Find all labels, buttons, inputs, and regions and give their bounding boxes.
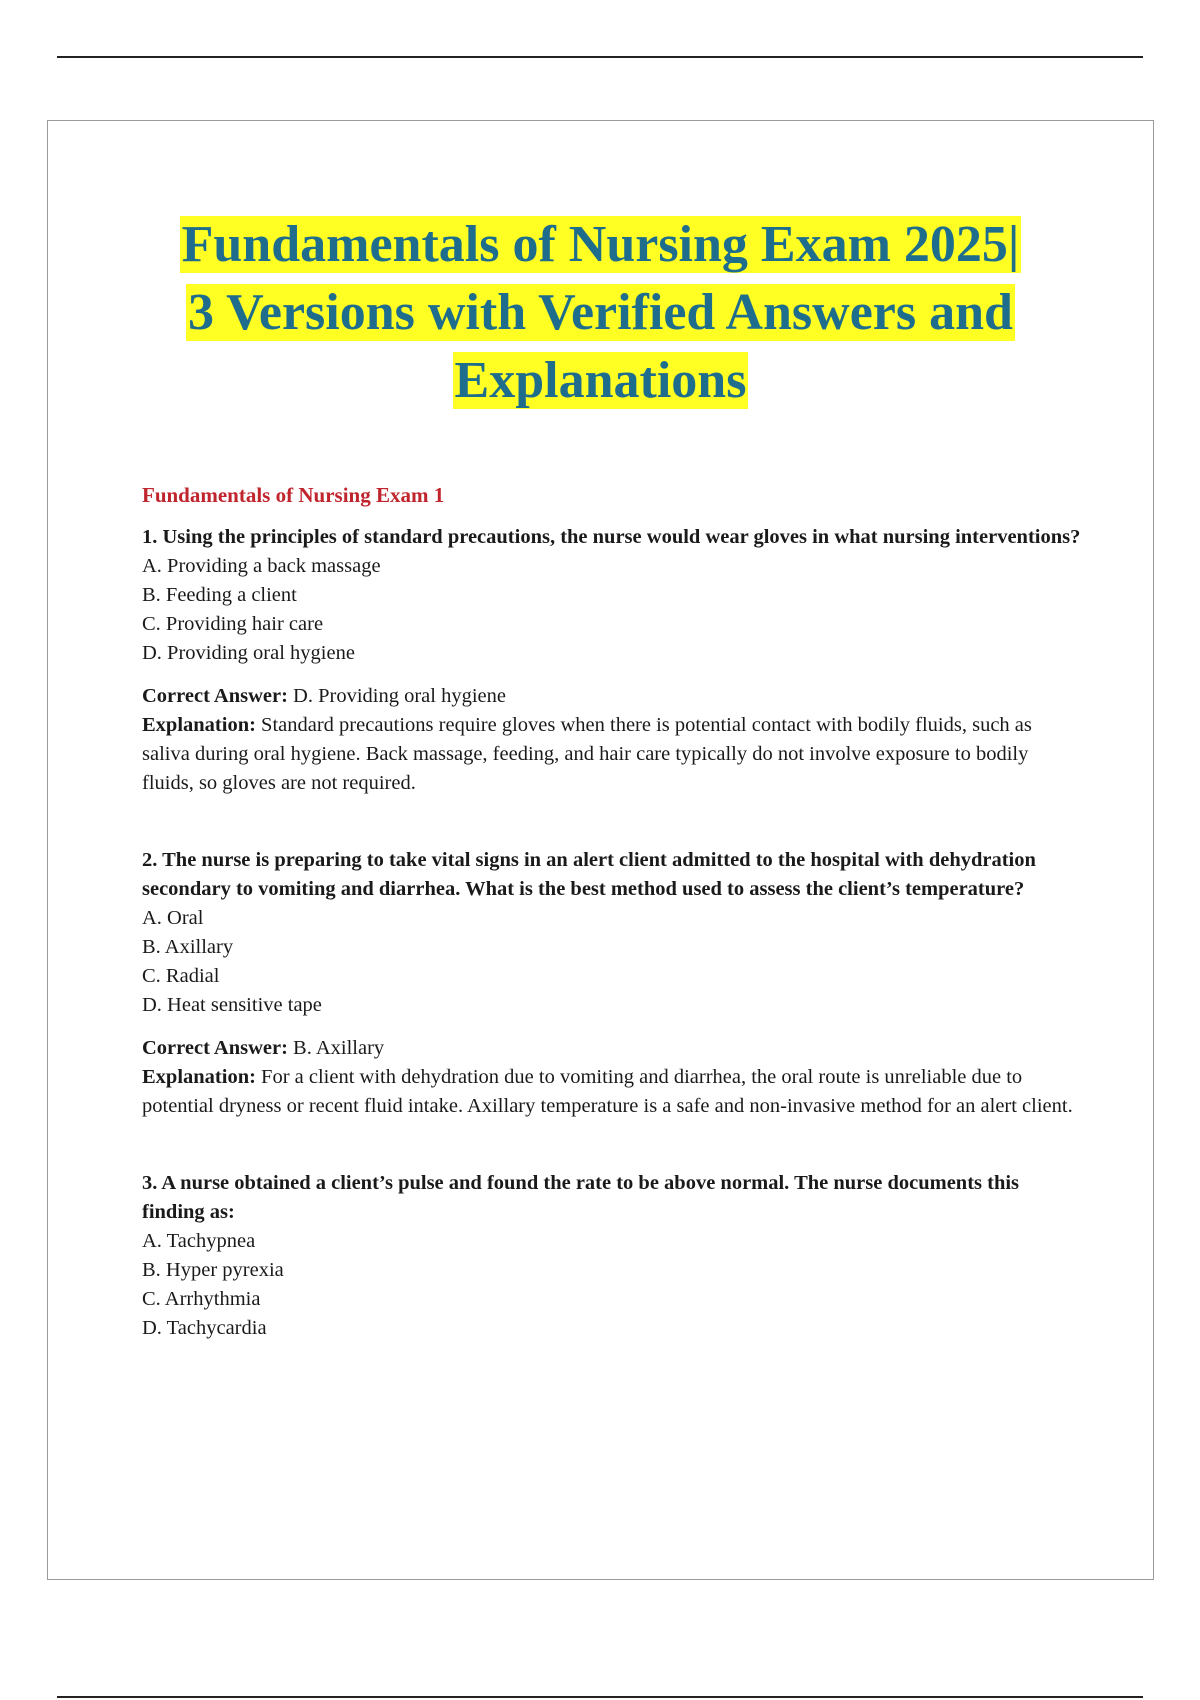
option: B. Axillary — [142, 936, 234, 958]
explanation-line — [142, 1063, 1082, 1121]
correct-answer-label: Correct Answer: — [142, 685, 288, 707]
answer-block — [142, 682, 1082, 798]
option: C. Radial — [142, 965, 220, 987]
option: B. Hyper pyrexia — [142, 1259, 284, 1281]
option: B. Feeding a client — [142, 584, 297, 606]
question-1 — [142, 523, 1082, 798]
question-text: 2. The nurse is preparing to take vital signs in an alert client admitted to the hospital with dehydration secondary to vomiting and diarrhea. What is the best method used to assess the client’s temperature? — [142, 849, 1036, 900]
correct-answer-value: B. Axillary — [287, 1037, 385, 1059]
document-page — [47, 120, 1154, 1580]
explanation-text: Standard precautions require gloves when there is potential contact with bodily fluids, such as saliva during oral hygiene. Back massage, feeding, and hair care typically do not involve exposure to bodily fluids, so gloves are not required. — [142, 714, 1032, 794]
correct-answer-line — [142, 1034, 1082, 1063]
option: A. Tachypnea — [142, 1230, 256, 1252]
question-2 — [142, 846, 1082, 1121]
option: D. Providing oral hygiene — [142, 642, 355, 664]
section-title: Fundamentals of Nursing Exam 1 — [142, 483, 445, 507]
question-text: 3. A nurse obtained a client’s pulse and found the rate to be above normal. The nurse documents this finding as: — [142, 1172, 1020, 1223]
correct-answer-line — [142, 682, 1082, 711]
document-title — [48, 211, 1153, 415]
correct-answer-label: Correct Answer: — [142, 1037, 288, 1059]
question-text: 1. Using the principles of standard precautions, the nurse would wear gloves in what nursing interventions? — [142, 526, 1081, 548]
top-divider — [57, 56, 1143, 58]
option: C. Arrhythmia — [142, 1288, 261, 1310]
explanation-label: Explanation: — [142, 1066, 256, 1088]
explanation-label: Explanation: — [142, 714, 256, 736]
option: D. Heat sensitive tape — [142, 994, 322, 1016]
title-line-3: Explanations — [454, 352, 747, 409]
option: A. Oral — [142, 907, 204, 929]
explanation-line — [142, 711, 1082, 798]
option: D. Tachycardia — [142, 1317, 267, 1339]
question-3 — [142, 1169, 1082, 1343]
title-line-2: 3 Versions with Verified Answers and — [188, 284, 1013, 341]
exam-content — [142, 481, 1082, 1343]
answer-block — [142, 1034, 1082, 1121]
option: A. Providing a back massage — [142, 555, 381, 577]
explanation-text: For a client with dehydration due to vomiting and diarrhea, the oral route is unreliable due to potential dryness or recent fluid intake. Axillary temperature is a safe and non-invasive method for an alert client. — [142, 1066, 1073, 1117]
option: C. Providing hair care — [142, 613, 324, 635]
title-line-1: Fundamentals of Nursing Exam 2025| — [181, 216, 1020, 273]
bottom-divider — [57, 1696, 1143, 1698]
correct-answer-value: D. Providing oral hygiene — [287, 685, 506, 707]
